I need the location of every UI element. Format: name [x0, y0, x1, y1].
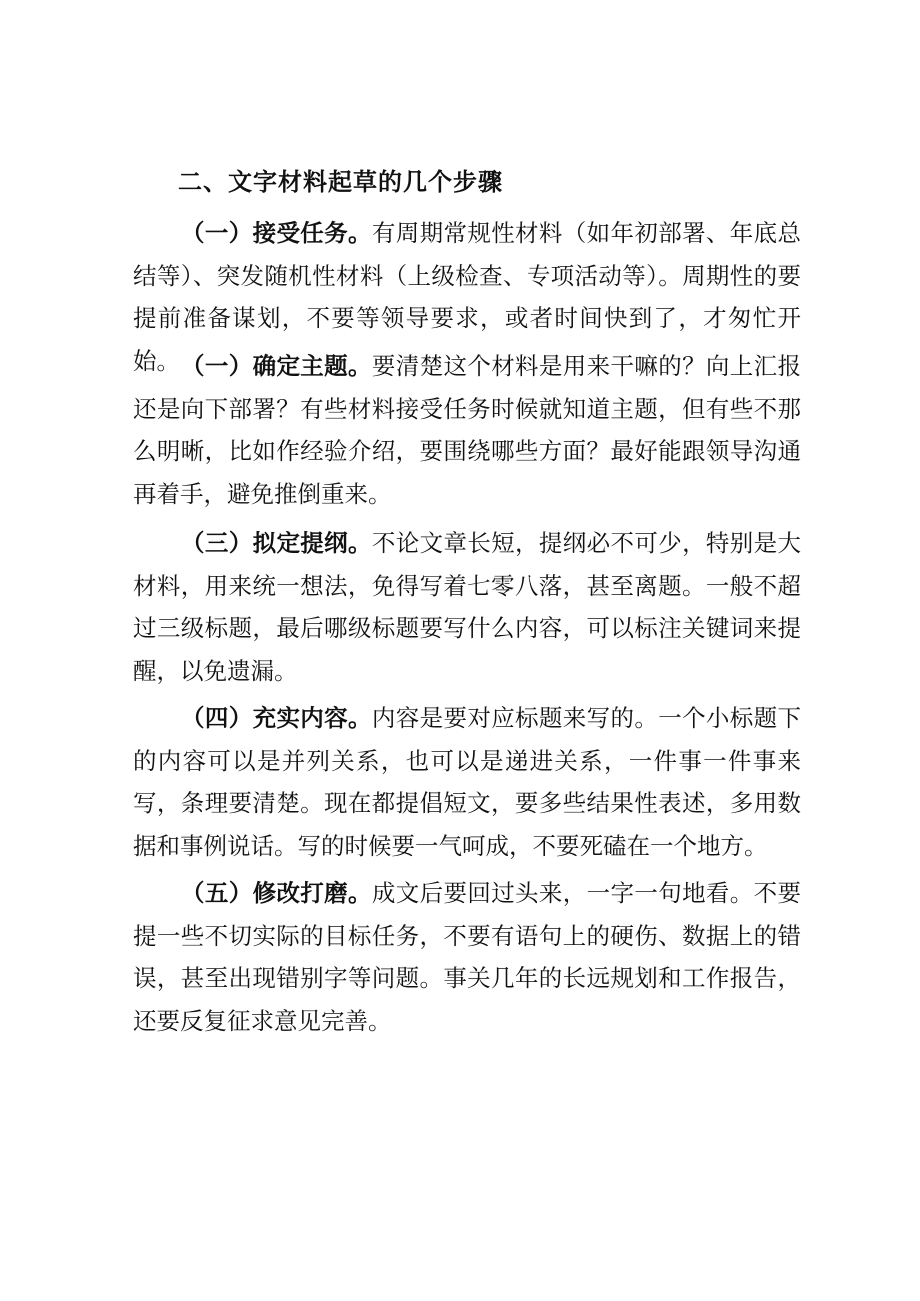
paragraph-lead: （一）接受任务。 [181, 219, 372, 247]
paragraph-body: 内容是要对应标题来写的。一个小标题下的内容可以是并列关系，也可以是递进关系，一件事一件事来写，条理要清楚。现在都提倡短文，要多些结果性表述，多用数据和事例说话。写的时候要一气呵成，不要死磕在一个地方。 [133, 704, 802, 860]
paragraph-draft-outline [133, 522, 801, 692]
paragraph-body: 成文后要回过头来，一字一句地看。不要提一些不切实际的目标任务，不要有语句上的硬伤、数据上的错误，甚至出现错别字等问题。事关几年的长远规划和工作报告，还要反复征求意见完善。 [133, 879, 802, 1035]
paragraph-enrich-content [133, 697, 801, 867]
section-heading: 二、文字材料起草的几个步骤 [178, 167, 503, 196]
paragraph-body: 不论文章长短，提纲必不可少，特别是大材料，用来统一想法，免得写着七零八落，甚至离题。一般不超过三级标题，最后哪级标题要写什么内容，可以标注关键词来提醒，以免遗漏。 [133, 529, 802, 685]
paragraph-lead: （四）充实内容。 [181, 704, 372, 732]
paragraph-lead: （三）拟定提纲。 [181, 529, 372, 557]
paragraph-lead: （一）确定主题。 [181, 352, 372, 380]
paragraph-body: 要清楚这个材料是用来干嘛的？向上汇报还是向下部署？有些材料接受任务时候就知道主题，但有些不那么明晰，比如作经验介绍，要围绕哪些方面？最好能跟领导沟通再着手，避免推倒重来。 [133, 352, 802, 508]
paragraph-body: 有周期常规性材料（如年初部署、年底总结等）、突发随机性材料（上级检查、专项活动等）。周期性的要提前准备谋划，不要等领导要求，或者时间快到了，才匆忙开始。 [133, 219, 802, 375]
paragraph-lead: （五）修改打磨。 [181, 879, 372, 907]
paragraph-determine-theme [133, 345, 801, 515]
paragraph-revise-polish [133, 872, 801, 1042]
